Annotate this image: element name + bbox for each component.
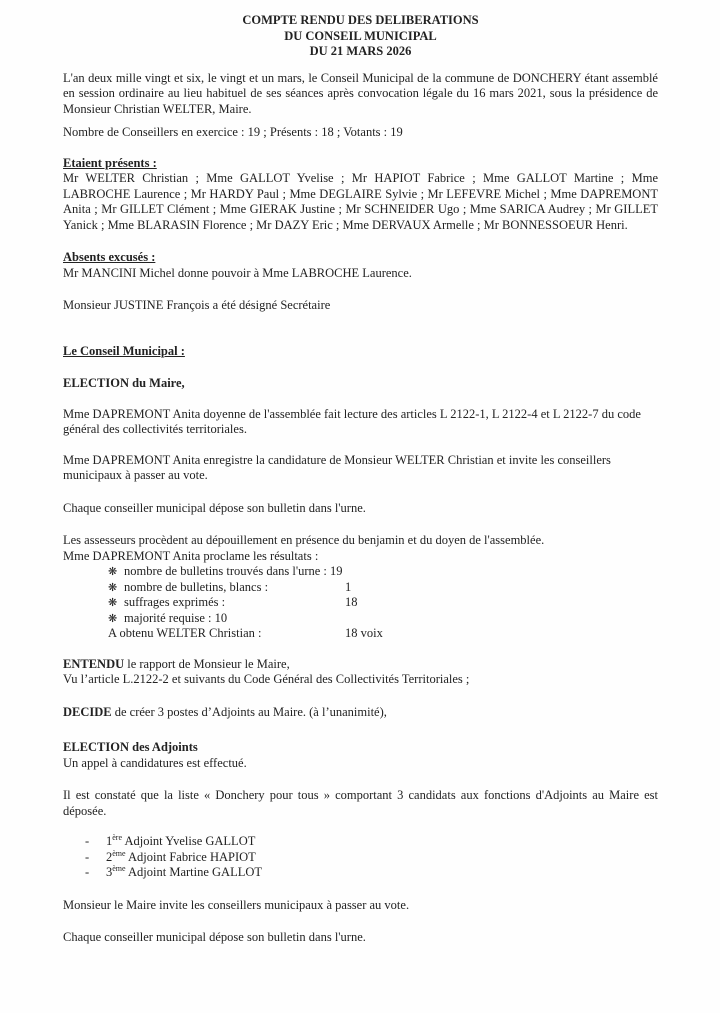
intro-paragraph: L'an deux mille vingt et six, le vingt et un mars, le Conseil Municipal de la commune de DONCHERY étant assemblé en session ordinaire au lieu habituel de ses séances après convocation légale du 16 mars 2021, sous la présidence de Monsieur Christian WELTER, Maire. bbox=[63, 70, 658, 116]
election-adjoints-heading: ELECTION des Adjoints bbox=[63, 740, 198, 754]
present-list: Mr WELTER Christian ; Mme GALLOT Yvelise ; Mr HAPIOT Fabrice ; Mme GALLOT Martine ; Mme LABROCHE Laurence ; Mr HARDY Paul ; Mme DEGLAIRE Sylvie ; Mr LEFEVRE Michel ; Mme DAPREMONT Anita ; Mr GILLET Clément ; Mme GIERAK Justine ; Mr SCHNEIDER Ugo ; Mme SARICA Audrey ; Mr GILLET Yanick ; Mme BLARASIN Florence ; Mr DAZY Eric ; Mme DERVAUX Armelle ; Mr BONNESSOEUR Henri. bbox=[63, 171, 658, 232]
entendu-line bbox=[63, 657, 658, 673]
present-heading: Etaient présents : bbox=[63, 155, 157, 170]
result-value: 18 bbox=[345, 595, 358, 609]
entendu-text: le rapport de Monsieur le Maire, bbox=[124, 656, 290, 671]
obtained-label: A obtenu WELTER Christian : bbox=[108, 626, 262, 640]
result-label: suffrages exprimés : bbox=[124, 595, 226, 609]
result-row-bulletins-trouves bbox=[63, 564, 658, 580]
absent-heading: Absents excusés : bbox=[63, 250, 156, 264]
asterisk-bullet-icon: ❋ bbox=[108, 611, 118, 625]
result-label: majorité requise : 10 bbox=[124, 610, 228, 625]
dash-bullet: - bbox=[85, 865, 90, 879]
proclame-paragraph: Mme DAPREMONT Anita proclame les résultats : bbox=[63, 548, 319, 563]
articles-paragraph: Mme DAPREMONT Anita doyenne de l'assemblée fait lecture des articles L 2122-1, L 2122-4 et L 2122-7 du code général des collectivités territoriales. bbox=[63, 406, 641, 436]
decide-keyword: DECIDE bbox=[63, 704, 112, 719]
secretary-line: Monsieur JUSTINE François a été désigné Secrétaire bbox=[63, 298, 331, 312]
adjoints-list bbox=[63, 834, 658, 881]
result-label: nombre de bulletins, blancs : bbox=[124, 579, 269, 594]
result-row-suffrages bbox=[63, 595, 658, 611]
result-row-obtenu bbox=[63, 626, 658, 642]
title-line-3: DU 21 MARS 2026 bbox=[309, 44, 412, 58]
counts-line: Nombre de Conseillers en exercice : 19 ; Présents : 18 ; Votants : 19 bbox=[63, 125, 403, 139]
result-value: 1 bbox=[345, 579, 352, 594]
asterisk-bullet-icon: ❋ bbox=[108, 596, 118, 609]
adjoint-text: 2ème Adjoint Fabrice HAPIOT bbox=[106, 848, 256, 864]
appel-paragraph: Un appel à candidatures est effectué. bbox=[63, 755, 247, 770]
council-heading: Le Conseil Municipal : bbox=[63, 343, 185, 358]
decide-line bbox=[63, 705, 658, 721]
adjoint-text: 1ère Adjoint Yvelise GALLOT bbox=[106, 832, 256, 848]
dash-bullet: - bbox=[85, 834, 90, 848]
obtained-value: 18 voix bbox=[345, 626, 383, 640]
decide-text: de créer 3 postes d’Adjoints au Maire. (à l’unanimité), bbox=[111, 704, 387, 719]
election-maire-heading: ELECTION du Maire, bbox=[63, 376, 185, 390]
adjoint-item-2 bbox=[63, 850, 658, 866]
assesseurs-paragraph: Les assesseurs procèdent au dépouillement en présence du benjamin et du doyen de l'assemblée. bbox=[63, 533, 545, 547]
entendu-keyword: ENTENDU bbox=[63, 656, 125, 671]
result-row-majorite bbox=[63, 611, 658, 627]
title-line-1: COMPTE RENDU DES DELIBERATIONS bbox=[242, 13, 479, 27]
invite-paragraph: Monsieur le Maire invite les conseillers municipaux à passer au vote. bbox=[63, 897, 410, 912]
adjoint-item-1 bbox=[63, 834, 658, 850]
asterisk-bullet-icon: ❋ bbox=[108, 565, 118, 578]
asterisk-bullet-icon: ❋ bbox=[108, 580, 118, 594]
vu-line: Vu l’article L.2122-2 et suivants du Code Général des Collectivités Territoriales ; bbox=[63, 672, 470, 686]
adjoint-text: 3ème Adjoint Martine GALLOT bbox=[106, 863, 263, 879]
result-row-bulletins-blancs bbox=[63, 580, 658, 596]
absent-text: Mr MANCINI Michel donne pouvoir à Mme LABROCHE Laurence. bbox=[63, 265, 412, 280]
bulletin-paragraph-2: Chaque conseiller municipal dépose son bulletin dans l'urne. bbox=[63, 930, 366, 944]
result-label: nombre de bulletins trouvés dans l'urne : 19 bbox=[124, 564, 343, 578]
bulletin-paragraph-1: Chaque conseiller municipal dépose son bulletin dans l'urne. bbox=[63, 500, 366, 515]
dash-bullet: - bbox=[85, 849, 90, 864]
liste-paragraph: Il est constaté que la liste « Donchery pour tous » comportant 3 candidats aux fonctions d'Adjoints au Maire est déposée. bbox=[63, 788, 658, 818]
adjoint-item-3 bbox=[63, 865, 658, 881]
document-title bbox=[63, 13, 658, 60]
title-line-2: DU CONSEIL MUNICIPAL bbox=[284, 28, 437, 43]
candidature-paragraph: Mme DAPREMONT Anita enregistre la candidature de Monsieur WELTER Christian et invite les conseillers municipaux à passer au vote. bbox=[63, 452, 611, 482]
